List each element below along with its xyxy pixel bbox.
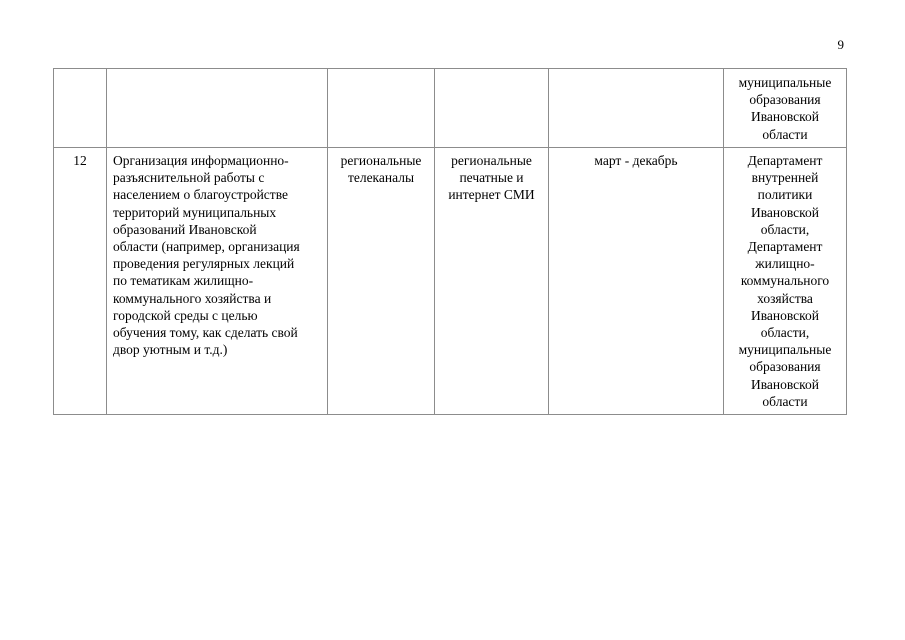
cell-responsible [724,69,847,148]
cell-period [549,69,724,148]
responsible-line: муниципальные [738,342,832,358]
measure-line: по тематикам жилищно- [113,273,254,289]
responsible-line: Ивановской [750,376,820,392]
responsible-line: Департамент [747,153,823,168]
channel-press-line: региональные [451,153,532,168]
measure-line: образований Ивановской [113,221,257,237]
responsible-line: Ивановской [750,307,820,323]
measure-line: коммунального хозяйства и [113,290,272,306]
measure-line: Организация информационно- [113,153,289,168]
responsible-line: внутренней [751,170,819,186]
cell-channel-press [435,69,549,148]
measure-line: территорий муниципальных [113,204,277,220]
cell-responsible [724,148,847,415]
cell-number [54,69,107,148]
cell-channel-tv [328,69,435,148]
cell-number: 12 [54,148,107,415]
responsible-line: Департамент [747,239,823,255]
table-row-12 [54,148,847,415]
measure-line: области (например, организация [113,239,300,255]
responsible-line: образования [749,92,821,108]
cell-channel-press [435,148,549,415]
channel-tv-line: телеканалы [347,170,415,186]
responsible-line: политики [757,187,813,203]
responsible-line: области [762,126,808,142]
responsible-line: образования [749,359,821,375]
cell-period: март - декабрь [549,148,724,415]
cell-channel-tv [328,148,435,415]
responsible-line: области, [760,221,810,237]
channel-press-line: интернет СМИ [448,187,535,203]
responsible-line: области [762,393,808,409]
measure-line: населением о благоустройстве [113,187,288,203]
responsible-line: муниципальные [738,75,832,90]
responsible-line: хозяйства [757,290,813,306]
measure-line: двор уютным и т.д.) [113,342,228,358]
channel-tv-line: региональные [340,153,422,168]
table-row-continuation [54,69,847,148]
responsible-line: Ивановской [750,204,820,220]
cell-measure [107,69,328,148]
channel-press-line: печатные и [459,170,524,186]
measure-line: разъяснительной работы с [113,170,265,186]
responsible-line: области, [760,325,810,341]
responsible-line: коммунального [740,273,830,289]
page-number: 9 [837,37,844,52]
measures-table [53,68,847,415]
measure-line: городской среды с целью [113,307,258,323]
responsible-line: жилищно- [755,256,815,272]
responsible-line: Ивановской [750,109,820,125]
measure-line: проведения регулярных лекций [113,256,295,272]
cell-measure [107,148,328,415]
measure-line: обучения тому, как сделать свой [113,325,298,341]
